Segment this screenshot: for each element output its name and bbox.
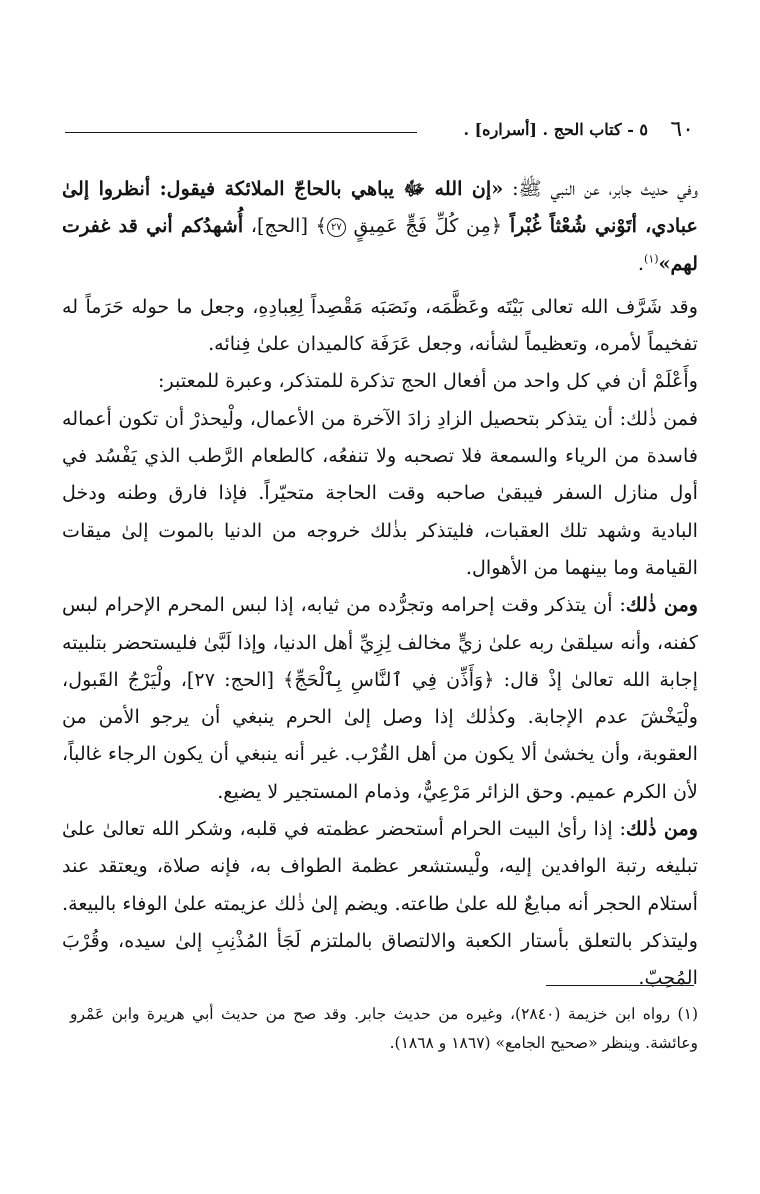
paragraph-provisions: فمن ذٰلك: أن يتذكر بتحصيل الزادِ زادَ الآخرة من الأعمال، ولْيحذرْ أن تكون أعماله فاسدة من الرياء والسمعة فلا تصحبه ولا تنفعُه، كالطعام الرَّطب الذي يَفْسُد في أول منازل السفر فيبقىٰ صاحبه وقت الحاجة متحيّراً. فإذا فارق وطنه ودخل البادية وشهد تلك العقبات، فليتذكر بذٰلك خروجه من الدنيا بالموت إلىٰ ميقات القيامة وما بينهما من الأهوال. bbox=[62, 406, 698, 579]
header-rule bbox=[65, 132, 417, 133]
hadith-quote: «إن الله ﷻ يباهي بالحاجّ الملائكة فيقول: أنظروا إلىٰ عبادي، أتَوْني شُعْثاً غُبْراً bbox=[62, 177, 698, 238]
body-text bbox=[62, 170, 698, 997]
verse-number-mark: ٢٧ bbox=[327, 218, 346, 237]
footnote-rule bbox=[546, 985, 694, 986]
paragraph-hadith bbox=[62, 170, 698, 282]
paragraph-sanctity: وقد شَرَّف الله تعالى بَيْتَه وعَظَّمَه، ونَصَبَه مَقْصِداً لِعِبادِهِ، وجعل ما حوله حَرَماً له تفخيماً لأمره، وتعظيماً لشأنه، وجعل عَرَفَة كالميدان علىٰ فِنائه. bbox=[62, 294, 698, 356]
paragraph-ihram bbox=[62, 586, 698, 810]
hadith-quote-end: أُشهدُكم أني قد غفرت لهم» bbox=[62, 214, 698, 275]
paragraph-kaaba bbox=[62, 810, 698, 996]
page-number: ٦٠ bbox=[670, 117, 694, 142]
hadith-intro: وفي حديث جابر، عن النبي ﷺ: bbox=[503, 177, 698, 200]
paragraph-text: : أن يتذكر وقت إحرامه وتجرُّده من ثيابه، إذا لبس المحرم الإحرام لبس كفنه، وأنه سيلقىٰ ربه علىٰ زيٍّ مخالف لِزِيِّ أهل الدنيا، وإذا لَبَّىٰ فليستحضر بتلبيته إجابة الله تعالىٰ إذْ قال: ﴿وَأَذِّن فِي ٱلنَّاسِ بِٱلْحَجِّ﴾ [الحج: ٢٧]، ولْيَرْجُ القَبول، ولْيَخْشَ عدم الإجابة. وكذٰلك إذا وصل إلىٰ الحرم ينبغي أن يرجو الأمن من العقوبة، وأن يخشىٰ ألا يكون من أهل القُرْب. غير أنه ينبغي أن يكون الرجاء غالباً، لأن الكرم عميم. وحق الزائر مَرْعِيٌّ، وذمام المستجير لا يضيع. bbox=[62, 593, 698, 803]
paragraph-text: : إذا رأىٰ البيت الحرام أستحضر عظمته في قلبه، وشكر الله تعالىٰ علىٰ تبليغه رتبة الوافدين إليه، ولْيستشعر عظمة الطواف به، فإنه صلاة، ويعتقد عند أستلام الحجر أنه مبايعٌ لله علىٰ طاعته. ويضم إلىٰ ذٰلك عزيمته علىٰ الوفاء بالبيعة. وليتذكر بالتعلق بأستار الكعبة والالتصاق بالملتزم لَجَأ المُذْنِبِ إلىٰ سيده، وقُرْبَ المُحِبّ. bbox=[62, 817, 698, 990]
quran-verse: ﴿مِن كُلِّ فَجٍّ عَمِيقٍ bbox=[345, 214, 510, 238]
lead-in: ومن ذٰلك bbox=[625, 817, 698, 841]
paragraph-lessons-intro: وأَعْلَمْ أن في كل واحد من أفعال الحج تذكرة للمتذكر، وعبرة للمعتبر: bbox=[158, 369, 698, 393]
hadith-period: . bbox=[637, 251, 645, 275]
quran-citation: ﴾ [الحج]، bbox=[243, 214, 327, 238]
footnote-1: (١) رواه ابن خزيمة (٢٨٤٠)، وغيره من حديث جابر. وقد صح من حديث أبي هريرة وابن عَمْرو وعائشة. وينظر «صحيح الجامع» (١٨٦٧ و ١٨٦٨). bbox=[70, 1005, 698, 1052]
running-title: ٥ - كتاب الحج . [أسراره] . bbox=[463, 120, 648, 139]
lead-in: ومن ذٰلك bbox=[625, 593, 698, 617]
footnote-ref: (١) bbox=[644, 252, 659, 266]
footnotes bbox=[70, 1000, 698, 1058]
